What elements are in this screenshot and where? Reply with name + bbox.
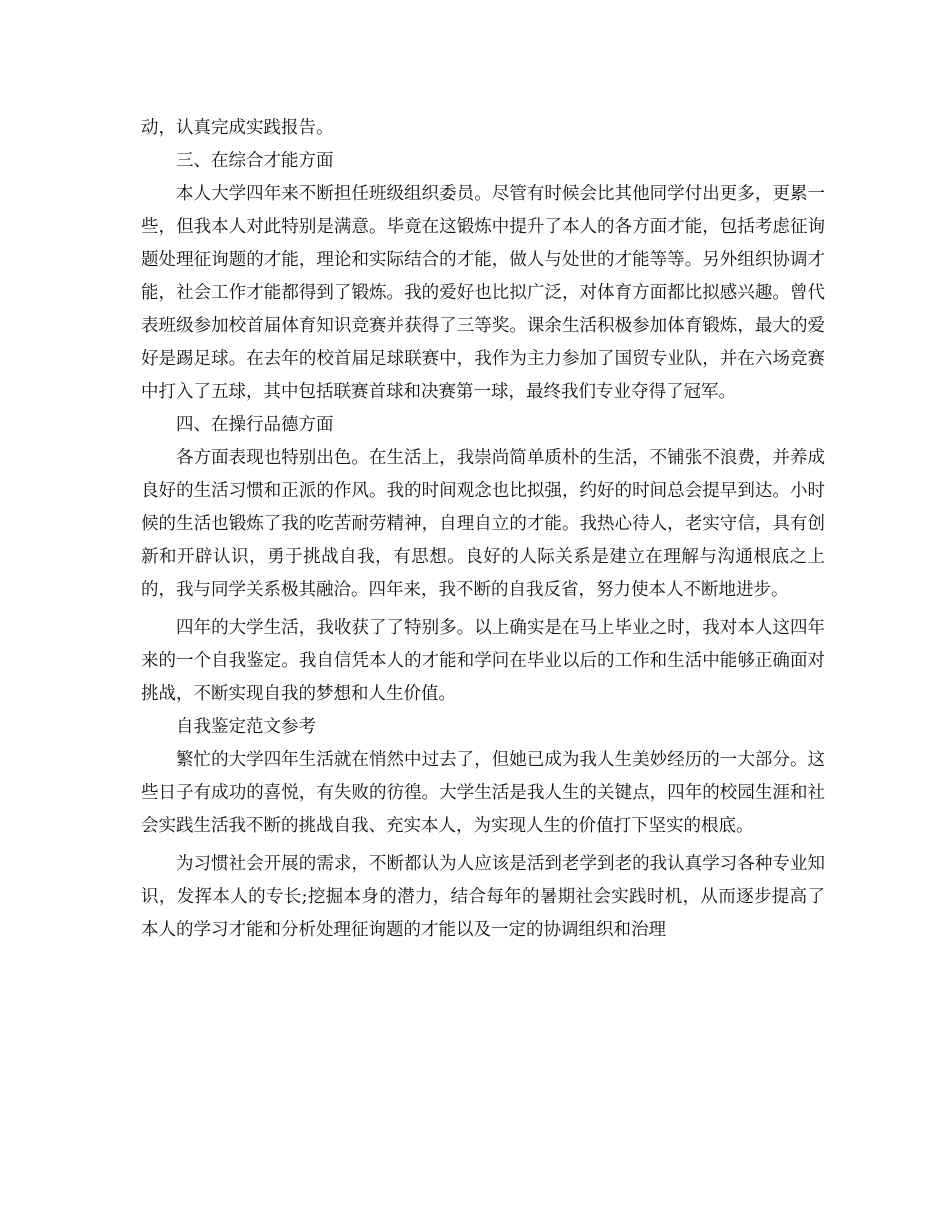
- section-heading-sample: 自我鉴定范文参考: [176, 717, 316, 737]
- paragraph-university-life: 繁忙的大学四年生活就在悄然中过去了，但她已成为我人生美妙经历的一大部分。这些日子有成功的喜悦，有失败的彷徨。大学生活是我人生的关键点，四年的校园生涯和社会实践生活我不断的挑战自我、充实本人，为实现人生的价值打下坚实的根底。: [141, 750, 825, 836]
- paragraph-learning: 为习惯社会开展的需求，不断都认为人应该是活到老学到老的我认真学习各种专业知识，发挥本人的专长;挖掘本身的潜力，结合每年的暑期社会实践时机，从而逐步提高了本人的学习才能和分析处理征询题的才能以及一定的协调组织和治理: [141, 854, 825, 940]
- section-heading-4: 四、在操行品德方面: [176, 415, 334, 435]
- paragraph-summary: 四年的大学生活，我收获了了特别多。以上确实是在马上毕业之时，我对本人这四年来的一个自我鉴定。我自信凭本人的才能和学问在毕业以后的工作和生活中能够正确面对挑战，不断实现自我的梦想和人生价值。: [141, 618, 825, 704]
- paragraph-conduct-character: 各方面表现也特别出色。在生活上，我崇尚简单质朴的生活，不铺张不浪费，并养成良好的生活习惯和正派的作风。我的时间观念也比拟强，约好的时间总会提早到达。小时候的生活也锻炼了我的吃苦耐劳精神，自理自立的才能。我热心待人，老实守信，具有创新和开辟认识，勇于挑战自我，有思想。良好的人际关系是建立在理解与沟通根底之上的，我与同学关系极其融洽。四年来，我不断的自我反省，努力使本人不断地进步。: [141, 448, 825, 600]
- document-body: [141, 112, 825, 947]
- section-heading-3: 三、在综合才能方面: [176, 151, 334, 171]
- paragraph-comprehensive-ability: 本人大学四年来不断担任班级组织委员。尽管有时候会比其他同学付出更多，更累一些，但我本人对此特别是满意。毕竟在这锻炼中提升了本人的各方面才能，包括考虑征询题处理征询题的才能，理论和实际结合的才能，做人与处世的才能等等。另外组织协调才能，社会工作才能都得到了锻炼。我的爱好也比拟广泛，对体育方面都比拟感兴趣。曾代表班级参加校首届体育知识竞赛并获得了三等奖。课余生活积极参加体育锻炼，最大的爱好是踢足球。在去年的校首届足球联赛中，我作为主力参加了国贸专业队，并在六场竞赛中打入了五球，其中包括联赛首球和决赛第一球，最终我们专业夺得了冠军。: [141, 184, 825, 402]
- paragraph-continuation: 动，认真完成实践报告。: [141, 118, 334, 138]
